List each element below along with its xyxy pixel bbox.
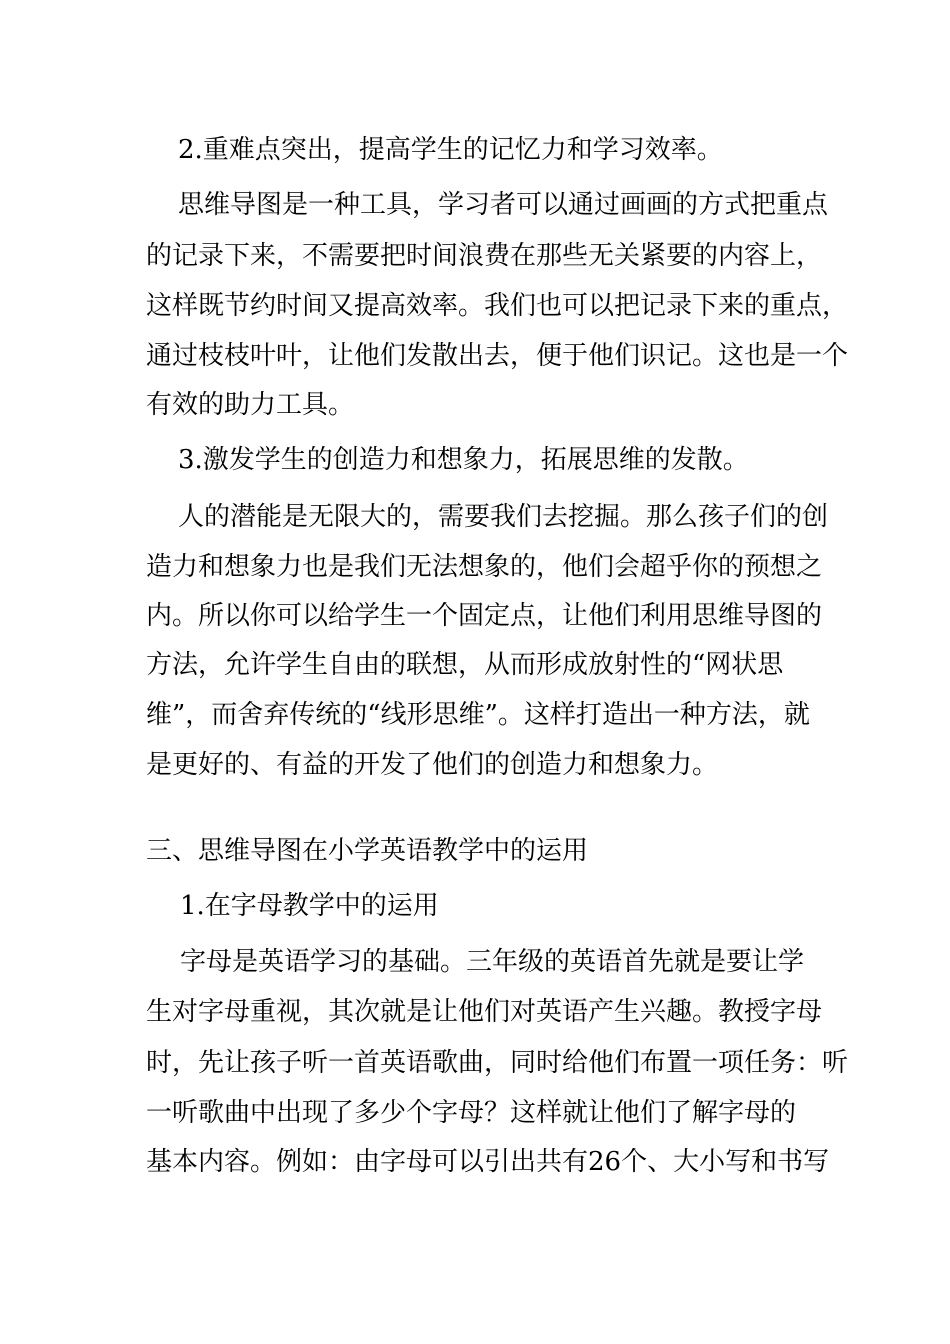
paragraph-line: 思维导图是一种工具，学习者可以通过画画的方式把重点 <box>178 190 829 220</box>
paragraph-line: 造力和想象力也是我们无法想象的，他们会超乎你的预想之 <box>146 552 823 582</box>
paragraph-line: 这样既节约时间又提高效率。我们也可以把记录下来的重点， <box>146 291 849 321</box>
paragraph-line: 的记录下来，不需要把时间浪费在那些无关紧要的内容上， <box>146 241 823 271</box>
paragraph-line: 内。所以你可以给学生一个固定点，让他们利用思维导图的 <box>146 601 823 631</box>
paragraph-line: 基本内容。例如：由字母可以引出共有26个、大小写和书写 <box>146 1147 830 1177</box>
paragraph-line: 生对字母重视，其次就是让他们对英语产生兴趣。教授字母 <box>146 997 823 1027</box>
paragraph-line: 是更好的、有益的开发了他们的创造力和想象力。 <box>146 750 719 780</box>
paragraph-line: 字母是英语学习的基础。三年级的英语首先就是要让学 <box>180 947 805 977</box>
subsection-1-heading: 1.在字母教学中的运用 <box>180 891 439 921</box>
section-3-heading: 三、思维导图在小学英语教学中的运用 <box>146 836 589 866</box>
paragraph-line: 时，先让孩子听一首英语歌曲，同时给他们布置一项任务：听 <box>146 1048 849 1078</box>
paragraph-line: 通过枝枝叶叶，让他们发散出去，便于他们识记。这也是一个 <box>146 341 849 371</box>
paragraph-line: 方法，允许学生自由的联想，从而形成放射性的“网状思 <box>146 650 784 680</box>
point-3-heading: 3.激发学生的创造力和想象力，拓展思维的发散。 <box>178 445 749 475</box>
paragraph-line: 一听歌曲中出现了多少个字母？这样就让他们了解字母的 <box>146 1098 797 1128</box>
point-2-heading: 2.重难点突出，提高学生的记忆力和学习效率。 <box>178 135 723 165</box>
paragraph-line: 维”，而舍弃传统的“线形思维”。这样打造出一种方法，就 <box>146 700 810 730</box>
paragraph-line: 人的潜能是无限大的，需要我们去挖掘。那么孩子们的创 <box>178 502 829 532</box>
paragraph-line: 有效的助力工具。 <box>146 390 355 420</box>
